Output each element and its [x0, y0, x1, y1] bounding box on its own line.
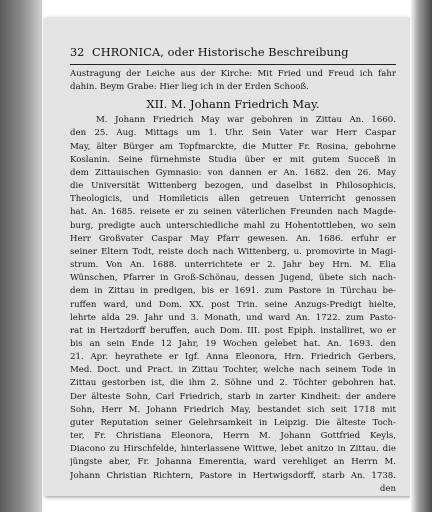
body-line: Der älteste Sohn, Carl Friedrich, starb in zarter Kindheit: der andere: [70, 391, 396, 402]
body-line: die Universität Wittenberg bezogen, und daselbst in Philosophicis,: [70, 181, 396, 192]
body-line: lehrte alda 29. Jahr und 3. Monath, und ward An. 1722. zum Pasto-: [70, 312, 396, 323]
body-line: hat. An. 1685. reisete er zu seinen väterlichen Freunden nach Magde-: [70, 207, 396, 218]
body-line: rat in Hertzdorff beruffen, auch Dom. III. post Epiph. installiret, wo er: [70, 325, 396, 336]
body-line: Zittau gestorben ist, die ihm 2. Söhne und 2. Töchter gebohren hat.: [70, 378, 396, 389]
body-line: guter Reputation seiner Gelehrsamkeit in Leipzig. Die älteste Toch-: [70, 417, 396, 428]
body-line: Sohn, Herr M. Johann Friedrich May, bestandet sich seit 1718 mit: [70, 404, 396, 415]
body-line: Koslanin. Seine fürnehmste Studia über er mit gutem Succeß in: [70, 154, 396, 165]
body-line: Herr Großvater Caspar May Pfarr gewesen. An. 1686. erfuhr er: [70, 233, 396, 244]
body-line: ter, Fr. Christiana Eleonora, Herrn M. Johann Gottfried Keyls,: [70, 431, 396, 442]
section-heading: XII. M. Johann Friedrich May.: [146, 97, 320, 112]
intro-line: Austragung der Leiche aus der Kirche: Mit Fried und Freud ich fahr: [70, 69, 396, 79]
body-line: jüngste aber, Fr. Johanna Emerentia, ward verehliget an Herrn M.: [70, 457, 396, 468]
body-line: Wünschen, Pfarrer in Groß-Schönau, dessen Jugend, übete sich nach-: [70, 273, 396, 284]
body-line: Diacono zu Hirschfelde, hinterlassene Wittwe, lebet anitzo in Zittau. die: [70, 444, 396, 455]
body-line: dem in Zittau in predigen, bis er 1691. zum Pastore in Türchau be-: [70, 286, 396, 297]
body-line: M. Johann Friedrich May war gebohren in Zittau An. 1660.: [96, 115, 396, 126]
body-line: May, älter Bürger am Topfmarckte, die Mutter Fr. Rosina, gebohrne: [70, 141, 396, 152]
body-line: ruffen ward, und Dom. XX. post Trin. seine Anzugs-Predigt hielte,: [70, 299, 396, 310]
body-line: 21. Apr. heyrathete er Igf. Anna Eleonora, Hrn. Friedrich Gerbers,: [70, 352, 396, 363]
intro-line: dahin. Beym Grabe: Hier lieg ich in der Erden Schooß.: [70, 82, 309, 93]
catchword: den: [379, 483, 396, 494]
page-number: 32: [70, 46, 85, 59]
page-body: [70, 68, 396, 496]
running-title: CHRONICA, oder Historische Beschreibung: [92, 46, 349, 59]
scanner-right-margin: [410, 0, 432, 512]
body-line: Theologicis, und Homileticis allen getreuen Unterricht genossen: [70, 194, 396, 205]
body-line: den 25. Aug. Mittags um 1. Uhr. Sein Vater war Herr Caspar: [70, 128, 396, 139]
header-rule: [70, 64, 396, 65]
body-line: bis an sein Ende 12 Jahr, 19 Wochen gelebet hat. An. 1693. den: [70, 338, 396, 349]
running-header: [70, 46, 396, 64]
scanner-left-margin: [0, 0, 42, 512]
body-line: burg, predigte auch unterschiedliche mahl zu Hohentottleben, wo sein: [70, 220, 396, 231]
body-line: Med. Doct. und Pract. in Zittau Tochter, welche nach seinem Tode in: [70, 365, 396, 376]
body-line: seiner Eltern Todt, reiste doch nach Wittenberg, u. promovirte in Magi-: [70, 246, 396, 257]
body-line: Johann Christian Richtern, Pastore in Hertwigsdorff, starb An. 1738.: [70, 470, 396, 481]
body-line: dem Zittauischen Gymnasio: von dannen er An. 1682. den 26. May: [70, 167, 396, 178]
body-line: strum. Von An. 1688. unterrichtete er 2. Jahr bey Hrn. M. Elia: [70, 260, 396, 271]
